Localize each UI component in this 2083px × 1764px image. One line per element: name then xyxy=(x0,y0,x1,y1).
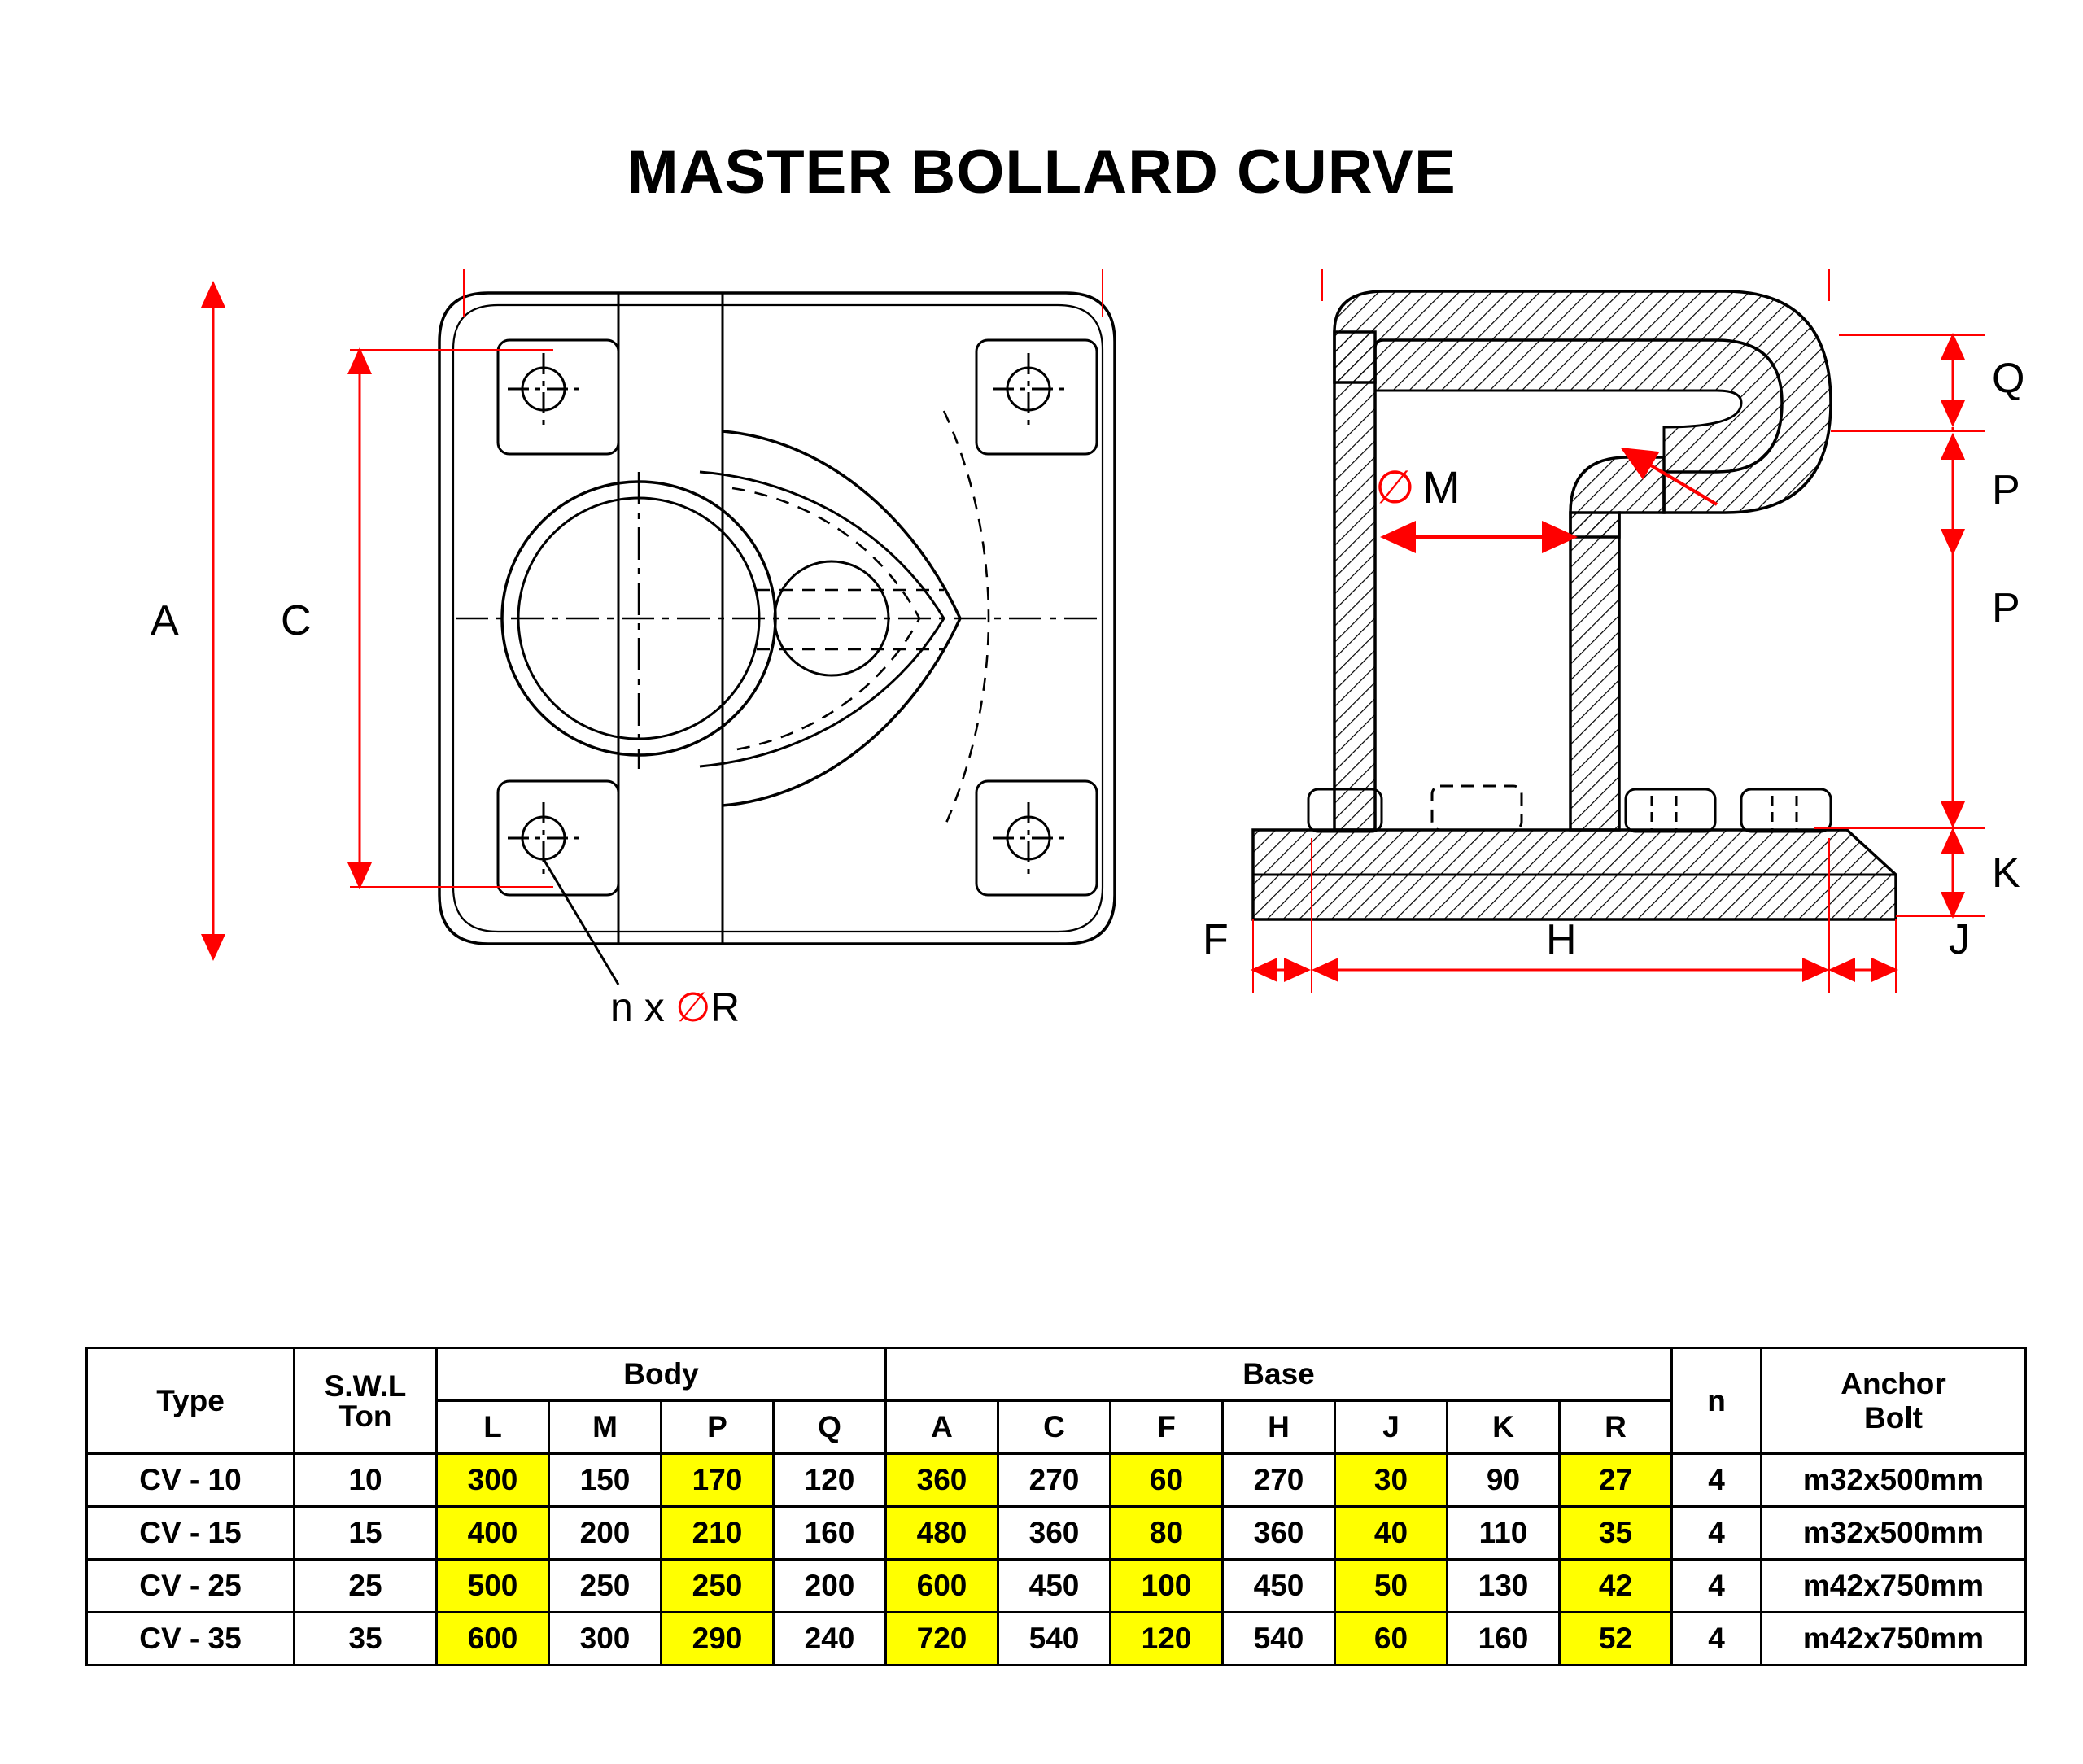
cell-K: 130 xyxy=(1448,1560,1560,1613)
cell-M: 150 xyxy=(549,1454,662,1507)
svg-text:Q: Q xyxy=(1992,355,2025,402)
cell-R: 42 xyxy=(1560,1560,1672,1613)
header-anchor-line1: Anchor xyxy=(1841,1366,1946,1400)
cell-type: CV - 10 xyxy=(87,1454,295,1507)
table-row xyxy=(87,1454,2026,1507)
header-base-group: Base xyxy=(886,1348,1672,1401)
cell-swl: 25 xyxy=(295,1560,437,1613)
cell-C: 360 xyxy=(998,1507,1111,1560)
cell-H: 360 xyxy=(1223,1507,1335,1560)
header-col-Q: Q xyxy=(774,1401,886,1454)
table-row xyxy=(87,1613,2026,1666)
cell-L: 400 xyxy=(437,1507,549,1560)
header-col-A: A xyxy=(886,1401,998,1454)
cell-bolt: m42x750mm xyxy=(1762,1560,2026,1613)
header-col-K: K xyxy=(1448,1401,1560,1454)
cell-swl: 35 xyxy=(295,1613,437,1666)
cell-bolt: m42x750mm xyxy=(1762,1613,2026,1666)
svg-text:J: J xyxy=(1949,916,1970,963)
cell-H: 270 xyxy=(1223,1454,1335,1507)
cell-F: 60 xyxy=(1111,1454,1223,1507)
cell-F: 120 xyxy=(1111,1613,1223,1666)
cell-L: 600 xyxy=(437,1613,549,1666)
cell-Q: 160 xyxy=(774,1507,886,1560)
header-anchor-line2: Bolt xyxy=(1864,1400,1923,1434)
cell-Q: 240 xyxy=(774,1613,886,1666)
cell-K: 90 xyxy=(1448,1454,1560,1507)
header-body-group: Body xyxy=(437,1348,886,1401)
cell-J: 40 xyxy=(1335,1507,1448,1560)
svg-text:A: A xyxy=(151,597,179,644)
page-title: MASTER BOLLARD CURVE xyxy=(627,138,1456,207)
header-col-H: H xyxy=(1223,1401,1335,1454)
cell-L: 300 xyxy=(437,1454,549,1507)
svg-text:H: H xyxy=(1546,916,1577,963)
header-swl xyxy=(295,1348,437,1454)
cell-A: 360 xyxy=(886,1454,998,1507)
cell-n: 4 xyxy=(1672,1613,1762,1666)
cell-M: 200 xyxy=(549,1507,662,1560)
cell-K: 110 xyxy=(1448,1507,1560,1560)
cell-C: 540 xyxy=(998,1613,1111,1666)
cell-H: 450 xyxy=(1223,1560,1335,1613)
header-col-L: L xyxy=(437,1401,549,1454)
header-anchor-bolt xyxy=(1762,1348,2026,1454)
cell-C: 450 xyxy=(998,1560,1111,1613)
drawing-area xyxy=(0,269,2083,1343)
cell-type: CV - 15 xyxy=(87,1507,295,1560)
header-swl-line1: S.W.L xyxy=(324,1369,407,1403)
cell-R: 27 xyxy=(1560,1454,1672,1507)
cell-n: 4 xyxy=(1672,1454,1762,1507)
header-col-M: M xyxy=(549,1401,662,1454)
svg-text:F: F xyxy=(1203,916,1229,963)
cell-M: 250 xyxy=(549,1560,662,1613)
cell-R: 35 xyxy=(1560,1507,1672,1560)
cell-H: 540 xyxy=(1223,1613,1335,1666)
cell-L: 500 xyxy=(437,1560,549,1613)
header-swl-line2: Ton xyxy=(338,1399,392,1433)
header-col-R: R xyxy=(1560,1401,1672,1454)
cell-n: 4 xyxy=(1672,1560,1762,1613)
cell-P: 210 xyxy=(662,1507,774,1560)
hole-note-label: n x xyxy=(610,985,665,1030)
cell-R: 52 xyxy=(1560,1613,1672,1666)
header-col-F: F xyxy=(1111,1401,1223,1454)
dimension-table xyxy=(85,1347,2027,1666)
table-row xyxy=(87,1507,2026,1560)
cell-type: CV - 35 xyxy=(87,1613,295,1666)
top-view-drawing xyxy=(151,269,1115,1030)
table-row xyxy=(87,1560,2026,1613)
cell-F: 80 xyxy=(1111,1507,1223,1560)
svg-text:P: P xyxy=(1992,467,2020,514)
table-group-header-row xyxy=(87,1348,2026,1401)
cell-Q: 120 xyxy=(774,1454,886,1507)
cell-J: 50 xyxy=(1335,1560,1448,1613)
cell-A: 600 xyxy=(886,1560,998,1613)
cell-J: 30 xyxy=(1335,1454,1448,1507)
svg-text:∅: ∅ xyxy=(1375,461,1415,513)
cell-K: 160 xyxy=(1448,1613,1560,1666)
svg-text:C: C xyxy=(281,597,312,644)
header-col-C: C xyxy=(998,1401,1111,1454)
dimension-table-wrapper xyxy=(85,1347,1998,1666)
cell-P: 170 xyxy=(662,1454,774,1507)
cell-A: 480 xyxy=(886,1507,998,1560)
svg-text:K: K xyxy=(1992,849,2020,897)
svg-text:M: M xyxy=(1422,461,1461,513)
svg-text:∅: ∅ xyxy=(675,985,711,1030)
header-col-J: J xyxy=(1335,1401,1448,1454)
header-n: n xyxy=(1672,1348,1762,1454)
cell-P: 250 xyxy=(662,1560,774,1613)
cell-type: CV - 25 xyxy=(87,1560,295,1613)
side-view-drawing xyxy=(1203,269,2024,993)
cell-A: 720 xyxy=(886,1613,998,1666)
cell-bolt: m32x500mm xyxy=(1762,1507,2026,1560)
header-type: Type xyxy=(87,1348,295,1454)
cell-bolt: m32x500mm xyxy=(1762,1454,2026,1507)
cell-C: 270 xyxy=(998,1454,1111,1507)
header-col-P: P xyxy=(662,1401,774,1454)
cell-F: 100 xyxy=(1111,1560,1223,1613)
svg-text:R: R xyxy=(710,985,740,1030)
cell-n: 4 xyxy=(1672,1507,1762,1560)
cell-P: 290 xyxy=(662,1613,774,1666)
cell-swl: 10 xyxy=(295,1454,437,1507)
cell-Q: 200 xyxy=(774,1560,886,1613)
cell-swl: 15 xyxy=(295,1507,437,1560)
cell-J: 60 xyxy=(1335,1613,1448,1666)
cell-M: 300 xyxy=(549,1613,662,1666)
svg-text:P: P xyxy=(1992,585,2020,632)
